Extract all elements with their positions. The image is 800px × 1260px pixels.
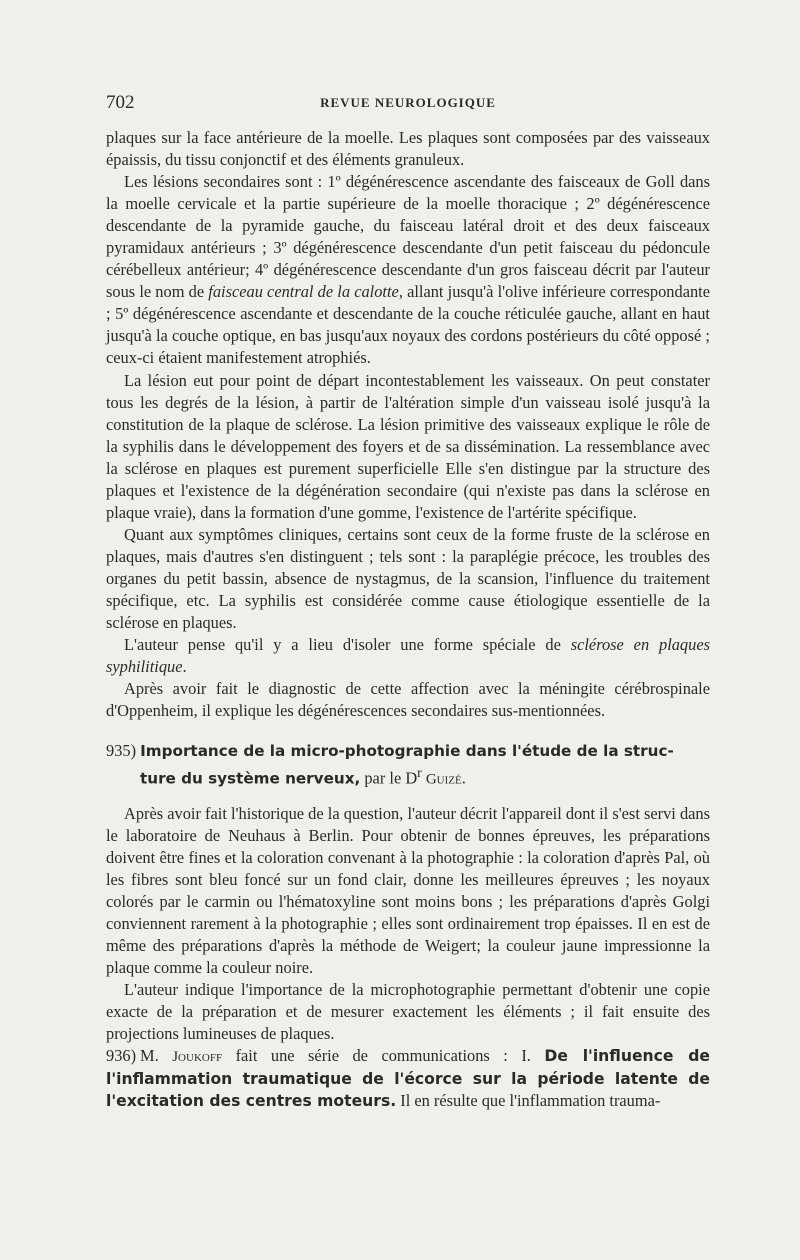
paragraph: La lésion eut pour point de départ incontestablement les vaisseaux. On peut constater tous les degrés de la lésion, à partir de l'altération simple d'un vaisseau isolé jusqu'à la constitution de la plaque de sclérose. La lésion primitive des vaisseaux explique le rôle de la syphilis dans le développement des foyers et de sa dissémination. La ressemblance avec la sclérose en plaques est purement superficielle Elle s'en distingue par la structure des plaques et l'existence de la dégénération secondaire (qui n'existe pas dans la sclérose en plaque vraie), dans la formation d'une gomme, l'existence de l'artérite spécifique. xyxy=(106,370,710,522)
article-title-935 xyxy=(106,740,710,791)
text-run: L'auteur pense qu'il y a lieu d'isoler une forme spéciale de xyxy=(124,635,571,655)
running-head: REVUE NEUROLOGIQUE xyxy=(320,95,496,110)
italic-term: faisceau central de la calotte xyxy=(208,282,399,302)
author-prefix: par le D xyxy=(360,768,418,788)
page-number: 702 xyxy=(106,92,135,113)
paragraph xyxy=(106,634,710,678)
text-run: Il en résulte que l'inflammation trauma- xyxy=(396,1091,661,1111)
author-name: Guizé xyxy=(425,771,462,788)
paragraph: L'auteur indique l'importance de la microphotographie permettant d'obtenir une copie exacte de la préparation et de mesurer exactement les éléments ; il fait ensuite des projections lumineuses de plaques. xyxy=(106,980,710,1044)
article-number: 936) xyxy=(106,1046,137,1066)
article-title-line2-text: ture du système nerveux, xyxy=(140,769,361,788)
article-936 xyxy=(106,1045,710,1112)
text-run: Les lésions secondaires sont : 1º dégénérescence ascendante des faisceaux de Goll dans la moelle cervicale et la partie supérieure de la moelle thoracique ; 2º dégénérescence descendante de la pyramide gauche, du faisceau latéral droit et des deux faisceaux pyramidaux antérieurs ; 3º dégénérescence descendante d'un petit faisceau du pédoncule cérébelleux antérieur; 4º dégénérescence descendante d'un gros faisceau décrit par l'auteur sous le nom de xyxy=(106,172,710,302)
paragraph: Quant aux symptômes cliniques, certains sont ceux de la forme fruste de la sclérose en plaques, mais d'autres s'en distinguent ; tels sont : la paraplégie précoce, les troubles des organes du petit bassin, absence de nystagmus, de la scansion, l'influence du traitement spécifique, etc. La syphilis est considérée comme cause étiologique essentielle de la sclérose en plaques. xyxy=(106,524,710,633)
article-number: 935) xyxy=(106,741,137,761)
page-header xyxy=(106,92,710,116)
paragraph: Après avoir fait le diagnostic de cette affection avec la méningite cérébrospinale d'Oppenheim, il explique les dégénérescences secondaires sus-mentionnées. xyxy=(106,679,710,721)
text-run: , allant jusqu'à l'olive inférieure correspondante ; 5º dégénérescence ascendante et descendante de la couche réticulée gauche, allant en haut jusqu'à la couche optique, en bas jusqu'aux noyaux des cordons postérieurs du côté opposé ; ceux-ci étaient manifestement atrophiés. xyxy=(106,282,710,368)
author-suffix: . xyxy=(461,768,466,788)
paragraph: plaques sur la face antérieure de la moelle. Les plaques sont composées par des vaisseaux épaissis, du tissu conjonctif et des éléments granuleux. xyxy=(106,128,710,170)
text-run: . xyxy=(182,657,187,677)
paragraph: Après avoir fait l'historique de la question, l'auteur décrit l'appareil dont il s'est servi dans le laboratoire de Neuhaus à Berlin. Pour obtenir de bonnes épreuves, les préparations doivent être fines et la coloration convenant à la photographie : la coloration d'après Pal, où les fibres sont bleu foncé sur un fond clair, donne les meilleures épreuves ; les noyaux colorés par le carmin ou l'hématoxyline sont moins bons ; les préparations d'après Golgi conviennent rarement à la photographie ; elles sont ordinairement trop épaisses. Il en est de même des préparations d'après la méthode de Weigert; la couleur jaune impressionne la plaque comme la couleur noire. xyxy=(106,803,710,978)
body-text xyxy=(106,127,710,1112)
paragraph xyxy=(106,171,710,369)
text-run: M. xyxy=(140,1046,173,1066)
article-title-line1: Importance de la micro-photographie dans l'étude de la struc- xyxy=(140,742,674,761)
text-run: fait une série de communications : I. xyxy=(222,1046,545,1066)
italic-term: sclérose en plaques syphilitique xyxy=(106,635,710,677)
article-bold-title: De l'influence de l'inflammation traumatique de l'écorce sur la période latente de l'excitation des centres moteurs. xyxy=(106,1047,710,1111)
article-title-line2 xyxy=(106,762,710,791)
author-sup: r xyxy=(417,765,422,781)
author-name: Joukoff xyxy=(172,1049,223,1066)
